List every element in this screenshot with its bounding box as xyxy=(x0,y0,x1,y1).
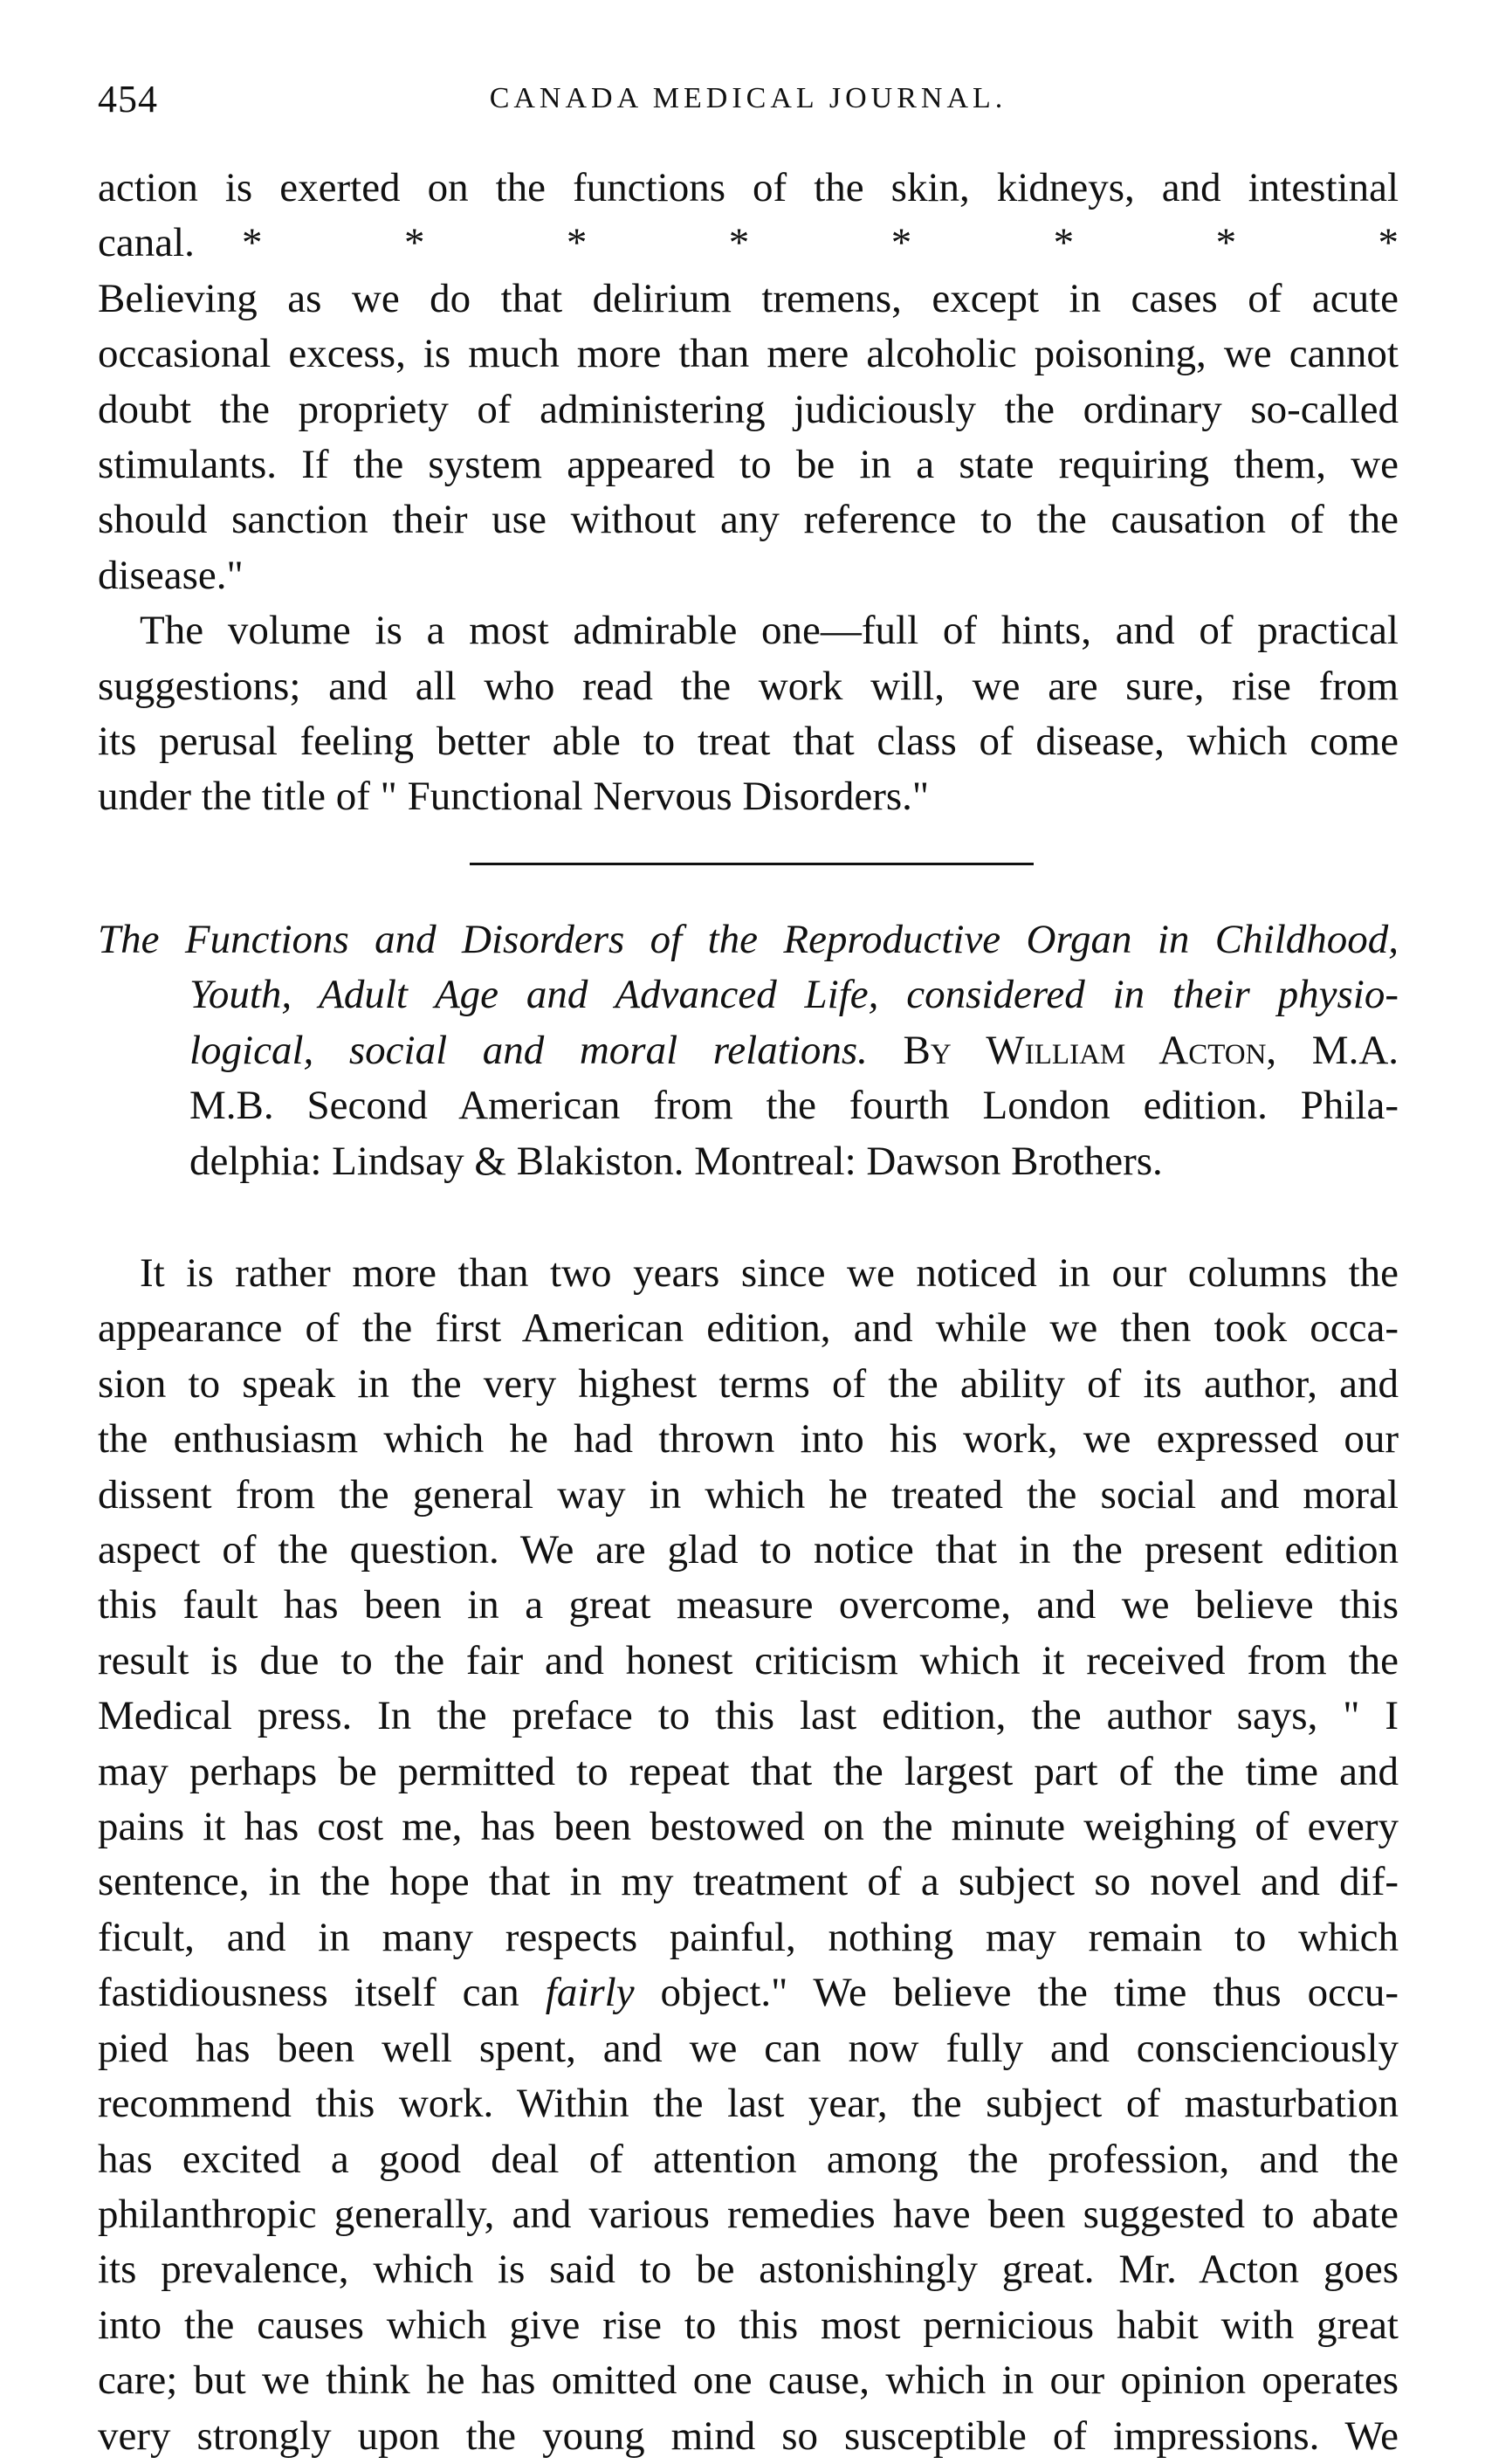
page-number: 454 xyxy=(98,78,158,120)
text-line: Medical press. In the preface to this last edition, the author says, " I xyxy=(98,1693,1399,1739)
running-head: CANADA MEDICAL JOURNAL. xyxy=(489,82,1007,114)
continued-review-text xyxy=(98,161,1399,825)
citation-line xyxy=(98,1023,1399,1078)
text-line: has excited a good deal of attention among the profession, and the xyxy=(98,2136,1399,2182)
text-line: The volume is a most admirable one—full of hints, and of practical xyxy=(140,608,1399,654)
text-line: dissent from the general way in which he treated the social and moral xyxy=(98,1471,1399,1518)
book-title-line: The Functions and Disorders of the Reproductive Organ in Childhood, xyxy=(98,917,1399,962)
page-header xyxy=(98,77,1399,138)
text-line xyxy=(98,1965,1399,2020)
text-line: sentence, in the hope that in my treatment of a subject so novel and dif- xyxy=(98,1859,1399,1905)
text-line: aspect of the question. We are glad to notice that in the present edition xyxy=(98,1527,1399,1573)
text-line: Believing as we do that delirium tremens, except in cases of acute xyxy=(98,275,1399,321)
citation-line: delphia: Lindsay & Blakiston. Montreal: Dawson Brothers. xyxy=(189,1138,1163,1184)
text-line: philanthropic generally, and various remedies have been suggested to abate xyxy=(98,2191,1399,2237)
text-segment: object." We believe the time thus occu- xyxy=(660,1970,1399,2016)
book-title-line: Youth, Adult Age and Advanced Life, considered in their physio- xyxy=(189,972,1399,1018)
text-line: very strongly upon the young mind so susceptible of impressions. We xyxy=(98,2412,1399,2459)
text-line: this fault has been in a great measure overcome, and we believe this xyxy=(98,1582,1399,1628)
text-line: its perusal feeling better able to treat that class of disease, which come xyxy=(98,719,1399,765)
text-line: the enthusiasm which he had thrown into his work, we expressed our xyxy=(98,1416,1399,1463)
text-line: stimulants. If the system appeared to be in a state requiring them, we xyxy=(98,442,1399,488)
text-line: ficult, and in many respects painful, nothing may remain to which xyxy=(98,1914,1399,1960)
author-credit: By William Acton, M.A. xyxy=(903,1027,1399,1073)
section-divider xyxy=(470,863,1034,865)
text-line: canal. * * * * * * * * xyxy=(98,220,1399,266)
text-segment: fastidiousness itself can xyxy=(98,1970,519,2016)
text-line: may perhaps be permitted to repeat that the largest part of the time and xyxy=(98,1748,1399,1794)
citation-line: M.B. Second American from the fourth London edition. Phila- xyxy=(189,1083,1399,1129)
text-line: should sanction their use without any reference to the causation of the xyxy=(98,497,1399,543)
text-line: sion to speak in the very highest terms of the ability of its author, and xyxy=(98,1360,1399,1407)
review-body xyxy=(98,1246,1399,2464)
text-line: pied has been well spent, and we can now fully and conscienciously xyxy=(98,2025,1399,2071)
text-line: appearance of the first American edition, and while we then took occa- xyxy=(98,1305,1399,1352)
text-line: under the title of " Functional Nervous Disorders." xyxy=(98,774,930,820)
text-line: into the causes which give rise to this most pernicious habit with great xyxy=(98,2302,1399,2348)
book-title-line: logical, social and moral relations. xyxy=(189,1027,868,1073)
text-line: its prevalence, which is said to be astonishingly great. Mr. Acton goes xyxy=(98,2247,1399,2293)
emphasis-text: fairly xyxy=(545,1970,635,2016)
text-line: care; but we think he has omitted one cause, which in our opinion operates xyxy=(98,2357,1399,2404)
text-line: doubt the propriety of administering judiciously the ordinary so-called xyxy=(98,386,1399,432)
text-line: It is rather more than two years since we noticed in our columns the xyxy=(140,1250,1399,1296)
review-citation xyxy=(98,912,1399,1189)
text-line: action is exerted on the functions of the skin, kidneys, and intestinal xyxy=(98,165,1399,210)
text-line: result is due to the fair and honest criticism which it received from the xyxy=(98,1637,1399,1683)
text-line: pains it has cost me, has been bestowed on the minute weighing of every xyxy=(98,1804,1399,1850)
text-line: suggestions; and all who read the work will, we are sure, rise from xyxy=(98,663,1399,709)
text-line: disease." xyxy=(98,552,244,598)
text-line: recommend this work. Within the last year, the subject of masturbation xyxy=(98,2081,1399,2127)
text-line: occasional excess, is much more than mere alcoholic poisoning, we cannot xyxy=(98,331,1399,377)
